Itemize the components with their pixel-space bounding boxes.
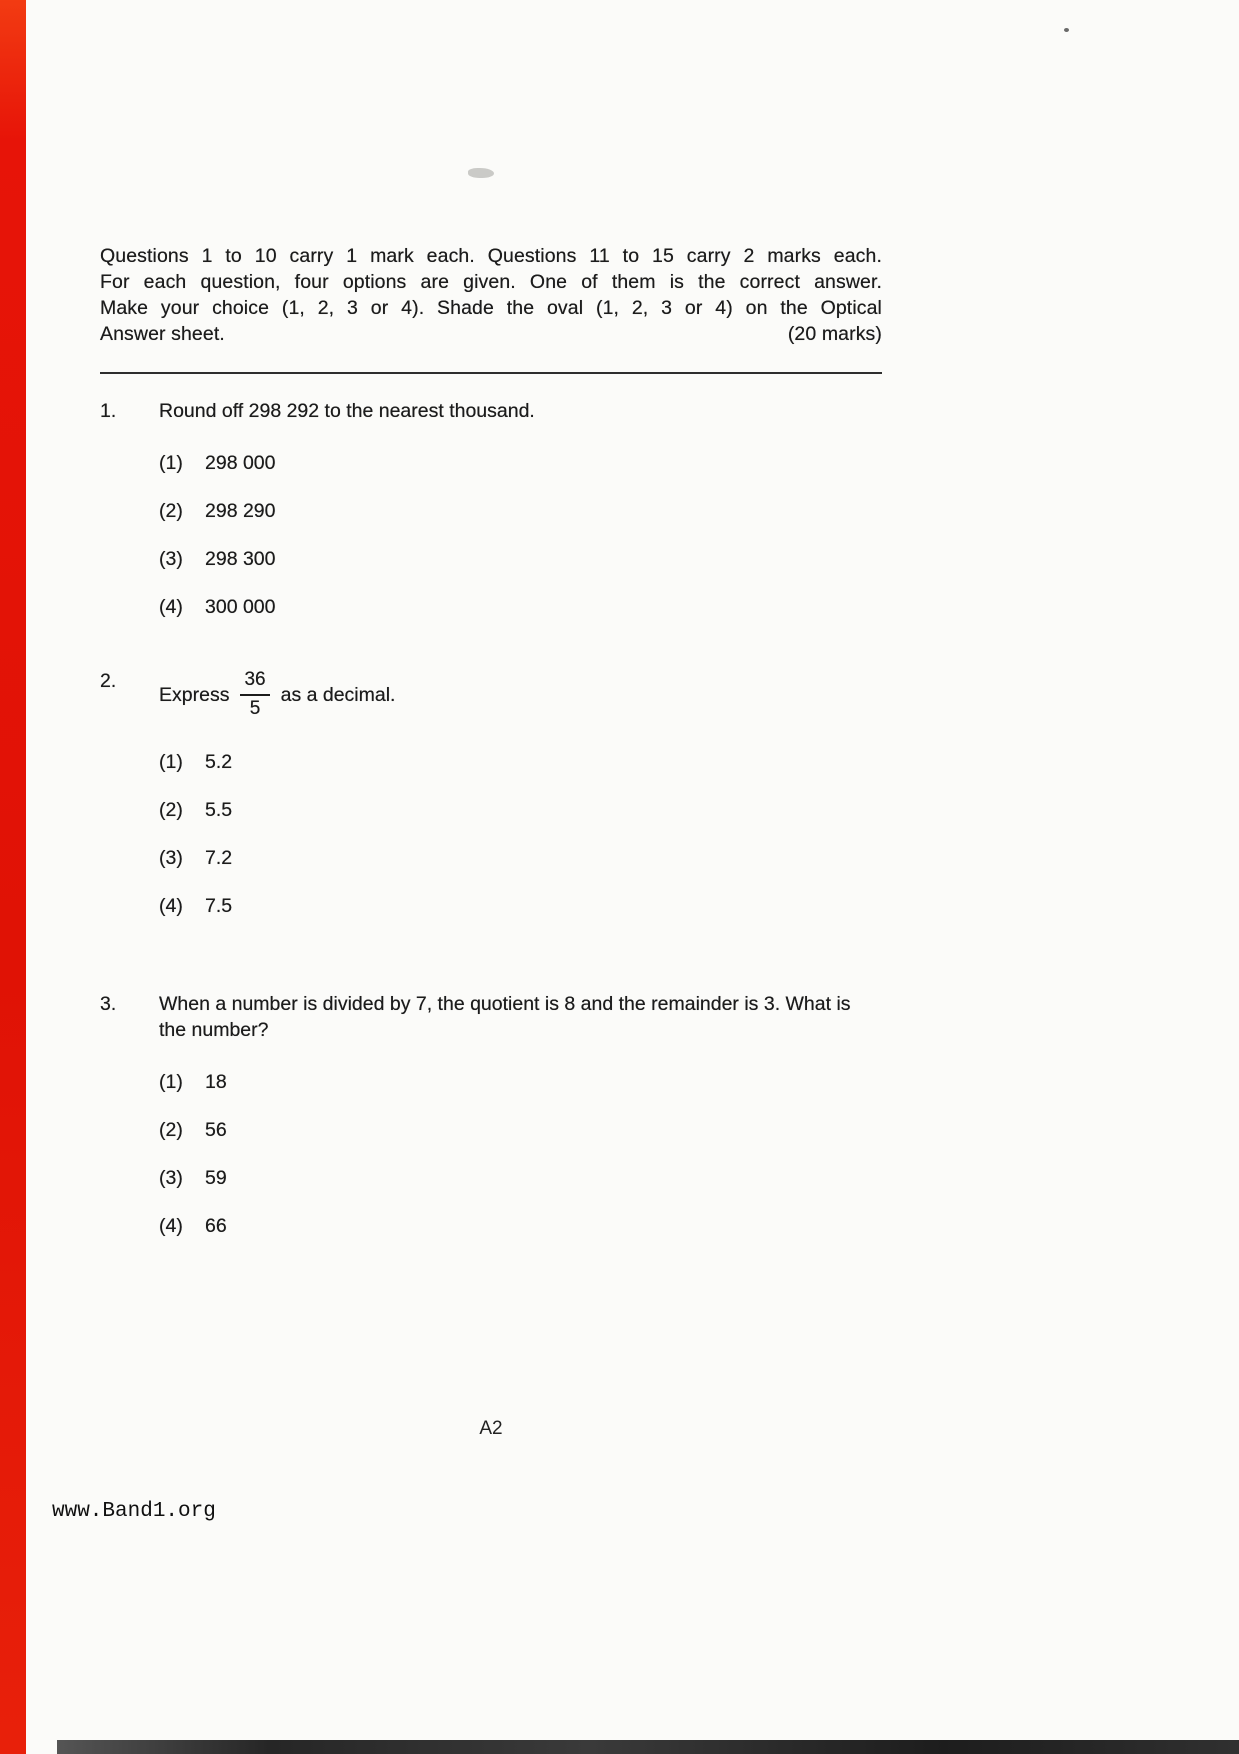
question-3 (100, 991, 882, 1261)
option-value: 298 300 (205, 548, 276, 570)
option-label: (4) (159, 596, 183, 618)
marks-total: (20 marks) (787, 323, 882, 345)
options-list (159, 1069, 882, 1239)
option-label: (2) (159, 1119, 183, 1141)
instructions-block (100, 243, 882, 347)
option-label: (1) (159, 452, 183, 474)
instructions-line: Make your choice (1, 2, 3 or 4). Shade the oval (1, 2, 3 or 4) on the Optical (100, 297, 882, 319)
option-value: 56 (205, 1119, 227, 1141)
page-number: A2 (479, 1418, 503, 1439)
option (159, 546, 882, 572)
option-value: 7.2 (205, 847, 233, 869)
option (159, 893, 882, 919)
options-list (159, 749, 882, 919)
option-label: (3) (159, 548, 183, 570)
option (159, 1165, 882, 1191)
question-body (159, 991, 882, 1261)
option-label: (4) (159, 895, 183, 917)
question-text-before: Express (159, 683, 230, 706)
option (159, 1069, 882, 1095)
option-label: (2) (159, 799, 183, 821)
question-number: 3. (100, 993, 117, 1015)
question-2 (100, 668, 882, 941)
option (159, 498, 882, 524)
exam-page-content (100, 243, 882, 1261)
option (159, 749, 882, 775)
option-label: (1) (159, 1071, 183, 1093)
option-value: 18 (205, 1071, 227, 1093)
fraction (240, 668, 269, 721)
watermark-url: www.Band1.org (52, 1500, 216, 1523)
bottom-scan-edge (57, 1740, 1239, 1754)
question-text-after: as a decimal. (280, 683, 396, 706)
option (159, 1117, 882, 1143)
instructions-line: For each question, four options are given. One of them is the correct answer. (100, 271, 882, 293)
option-label: (3) (159, 847, 183, 869)
option-label: (2) (159, 500, 183, 522)
option-value: 7.5 (205, 895, 233, 917)
option-value: 66 (205, 1215, 227, 1237)
option-value: 298 000 (205, 452, 276, 474)
option (159, 594, 882, 620)
question-body (159, 398, 882, 642)
option-label: (4) (159, 1215, 183, 1237)
option-value: 298 290 (205, 500, 276, 522)
option (159, 1213, 882, 1239)
section-divider (100, 372, 882, 374)
question-text: Round off 298 292 to the nearest thousand. (159, 400, 535, 422)
question-1 (100, 398, 882, 642)
option-value: 59 (205, 1167, 227, 1189)
question-text (159, 668, 864, 721)
question-text: When a number is divided by 7, the quotient is 8 and the remainder is 3. What is the number? (159, 993, 851, 1041)
question-number: 1. (100, 400, 117, 422)
option-value: 5.2 (205, 751, 233, 773)
fraction-numerator: 36 (240, 668, 269, 696)
option (159, 845, 882, 871)
option-label: (1) (159, 751, 183, 773)
instructions-line: Questions 1 to 10 carry 1 mark each. Questions 11 to 15 carry 2 marks each. (100, 245, 882, 267)
question-body (159, 668, 882, 941)
option (159, 797, 882, 823)
option (159, 450, 882, 476)
option-value: 5.5 (205, 799, 233, 821)
option-label: (3) (159, 1167, 183, 1189)
scan-artifact (1064, 28, 1069, 32)
scan-artifact (468, 168, 494, 178)
option-value: 300 000 (205, 596, 276, 618)
instructions-last-line (100, 321, 882, 347)
fraction-denominator: 5 (249, 698, 261, 719)
question-number: 2. (100, 670, 117, 692)
options-list (159, 450, 882, 620)
instructions-line-end: Answer sheet. (100, 323, 225, 345)
left-red-strip (0, 0, 26, 1754)
